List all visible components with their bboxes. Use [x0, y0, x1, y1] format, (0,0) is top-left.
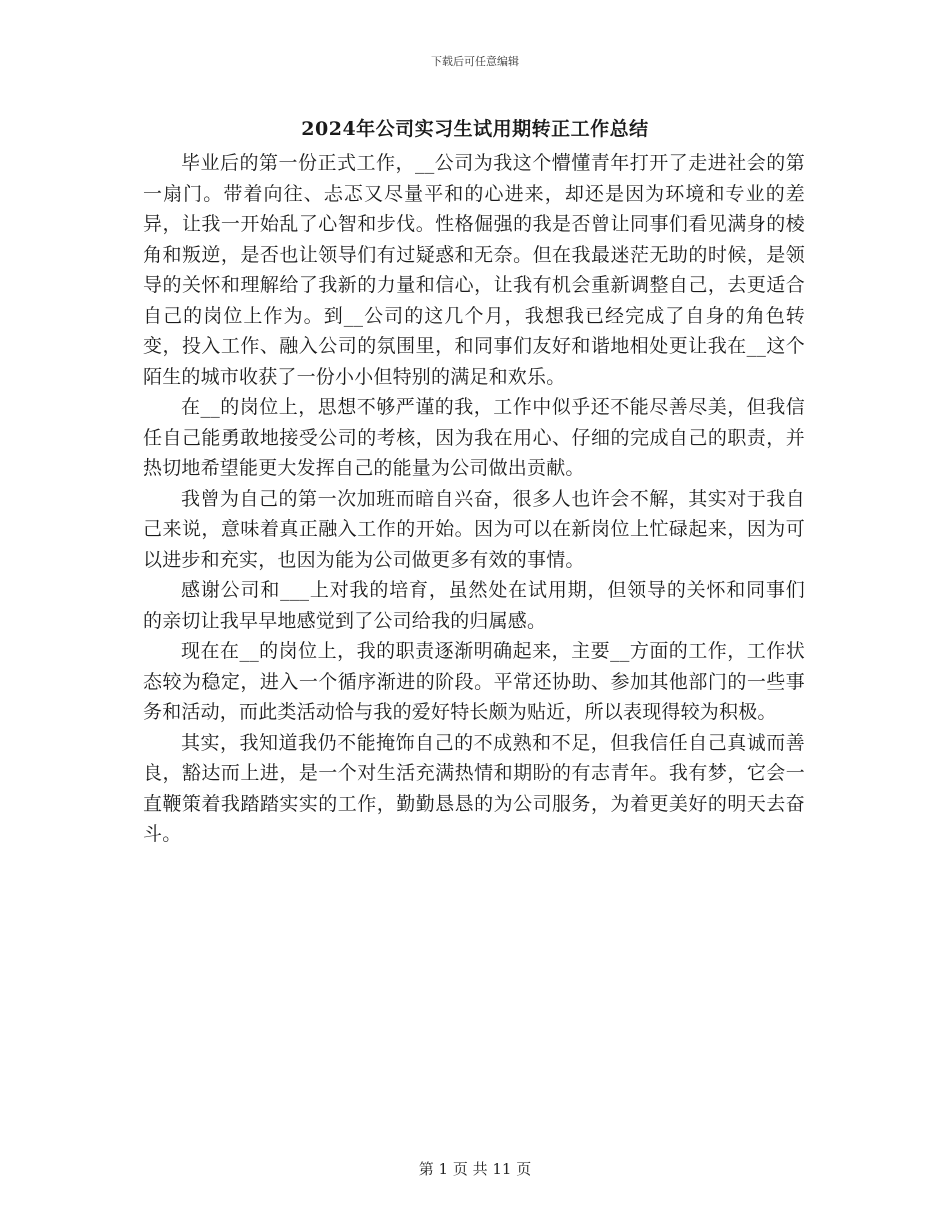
document-title: 2024年公司实习生试用期转正工作总结 [301, 118, 649, 140]
paragraph-6: 其实，我知道我仍不能掩饰自己的不成熟和不足，但我信任自己真诚而善良，豁达而上进，是一个对生活充满热情和期盼的有志青年。我有梦，它会一直鞭策着我踏踏实实的工作，勤勤恳恳的为公司服务，为着更美好的明天去奋斗。 [143, 731, 805, 845]
paragraph-1: 毕业后的第一份正式工作，__公司为我这个懵懂青年打开了走进社会的第一扇门。带着向往、忐忑又尽量平和的心进来，却还是因为环境和专业的差异，让我一开始乱了心智和步伐。性格倔强的我是否曾让同事们看见满身的棱角和叛逆，是否也让领导们有过疑惑和无奈。但在我最迷茫无助的时候，是领导的关怀和理解给了我新的力量和信心，让我有机会重新调整自己，去更适合自己的岗位上作为。到__公司的这几个月，我想我已经完成了自身的角色转变，投入工作、融入公司的氛围里，和同事们友好和谐地相处更让我在__这个陌生的城市收获了一份小小但特别的满足和欢乐。 [143, 152, 805, 388]
paragraph-5: 现在在__的岗位上，我的职责逐渐明确起来，主要__方面的工作，工作状态较为稳定，进入一个循序渐进的阶段。平常还协助、参加其他部门的一些事务和活动，而此类活动恰与我的爱好特长颇为贴近，所以表现得较为积极。 [143, 640, 805, 723]
paragraph-4: 感谢公司和___上对我的培育，虽然处在试用期，但领导的关怀和同事们的亲切让我早早地感觉到了公司给我的归属感。 [143, 579, 805, 632]
paragraph-3: 我曾为自己的第一次加班而暗自兴奋，很多人也许会不解，其实对于我自己来说，意味着真正融入工作的开始。因为可以在新岗位上忙碌起来，因为可以进步和充实，也因为能为公司做更多有效的事情。 [143, 487, 805, 571]
paragraph-2: 在__的岗位上，思想不够严谨的我，工作中似乎还不能尽善尽美，但我信任自己能勇敢地接受公司的考核，因为我在用心、仔细的完成自己的职责，并热切地希望能更大发挥自己的能量为公司做出贡献。 [143, 396, 805, 479]
page-number: 第 1 页 共 11 页 [418, 1160, 532, 1178]
document-body [143, 148, 805, 850]
page-header-note: 下载后可任意编辑 [431, 55, 519, 68]
